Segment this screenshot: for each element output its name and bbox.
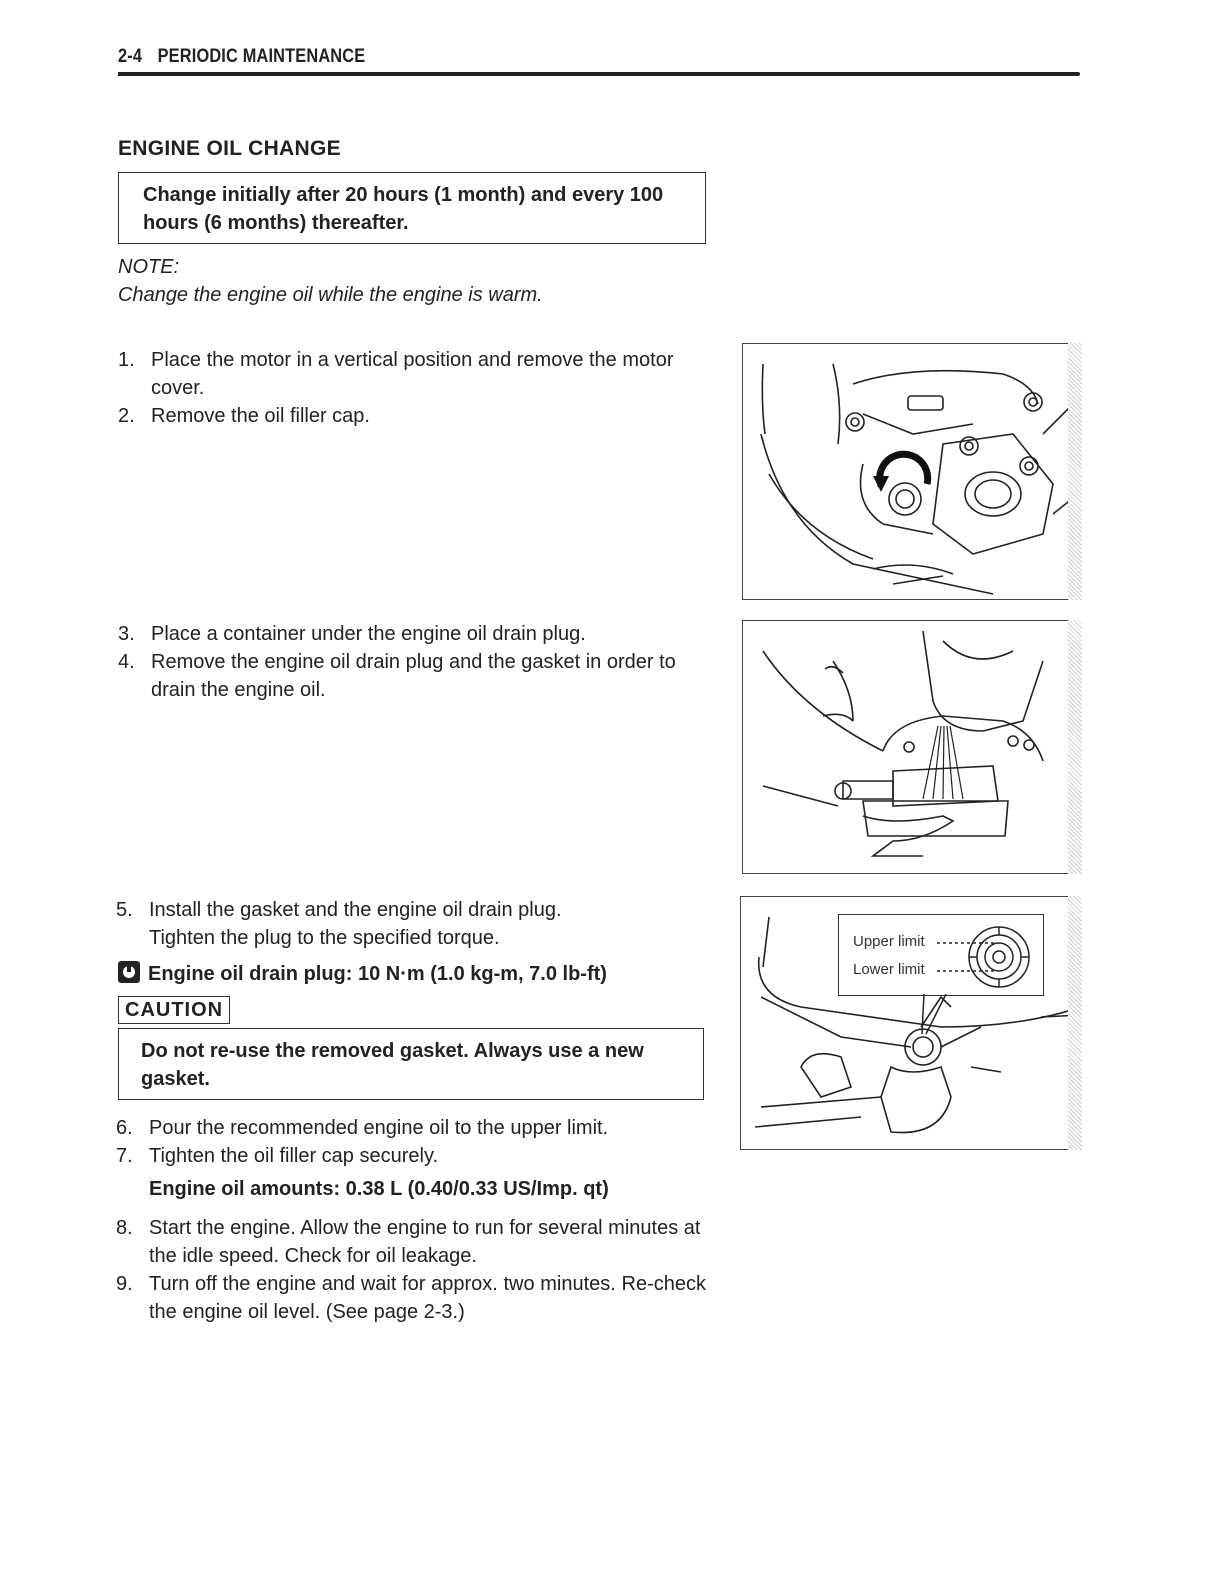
drain-plug-illustration [743,621,1082,874]
oil-filler-cap-illustration [743,344,1082,600]
caution-label: CAUTION [118,996,230,1024]
step-number: 5. [116,899,133,921]
page-header [118,46,381,68]
section-title: PERIODIC MAINTENANCE [157,46,366,67]
step-text: Pour the recommended engine oil to the upper limit. [149,1117,609,1139]
torque-spec-text: Engine oil drain plug: 10 N·m (1.0 kg-m, 7.0 lb-ft) [148,963,607,985]
step-number: 1. [118,349,135,371]
note-text: Change the engine oil while the engine is warm. [118,284,543,306]
oil-level-callout [838,914,1044,996]
caution-box: Do not re-use the removed gasket. Always use a new gasket. [118,1028,704,1100]
step-8 [116,1214,706,1270]
step-number: 9. [116,1273,133,1295]
step-3 [118,620,708,648]
figure-oil-filler-cap [742,343,1082,600]
oil-amount-spec: Engine oil amounts: 0.38 L (0.40/0.33 US/Imp. qt) [149,1178,609,1200]
step-text: Remove the oil filler cap. [151,405,370,427]
header-rule [118,72,1080,76]
figure-edge [1068,343,1082,600]
callout-pointer [900,994,960,1050]
figure-edge [1068,620,1082,874]
step-9 [116,1270,706,1326]
figure-drain-plug [742,620,1082,874]
step-text: Place the motor in a vertical position and remove the motor cover. [151,349,674,399]
note-label: NOTE: [118,256,180,278]
page-title: ENGINE OIL CHANGE [118,137,341,160]
step-text: Install the gasket and the engine oil drain plug. Tighten the plug to the specified torque. [149,899,562,949]
sight-glass-icon [937,923,1037,989]
torque-spec [118,961,607,986]
step-number: 8. [116,1217,133,1239]
step-text: Start the engine. Allow the engine to run for several minutes at the idle speed. Check for oil leakage. [149,1217,701,1267]
step-text: Tighten the oil filler cap securely. [149,1145,439,1167]
step-number: 4. [118,651,135,673]
step-number: 6. [116,1117,133,1139]
step-number: 3. [118,623,135,645]
lower-limit-label: Lower limit [853,961,925,978]
step-number: 2. [118,405,135,427]
step-7 [116,1142,706,1170]
step-text: Place a container under the engine oil drain plug. [151,623,586,645]
upper-limit-label: Upper limit [853,933,925,950]
interval-box: Change initially after 20 hours (1 month) and every 100 hours (6 months) thereafter. [118,172,706,244]
torque-wrench-icon [118,961,140,983]
step-1 [118,346,708,402]
step-5 [116,896,586,952]
page-number: 2-4 [118,46,143,67]
step-2 [118,402,708,430]
step-number: 7. [116,1145,133,1167]
step-6 [116,1114,706,1142]
figure-edge [1068,896,1082,1150]
step-text: Remove the engine oil drain plug and the gasket in order to drain the engine oil. [151,651,676,701]
step-4 [118,648,708,704]
step-text: Turn off the engine and wait for approx. two minutes. Re-check the engine oil level. (See page 2-3.) [149,1273,706,1323]
